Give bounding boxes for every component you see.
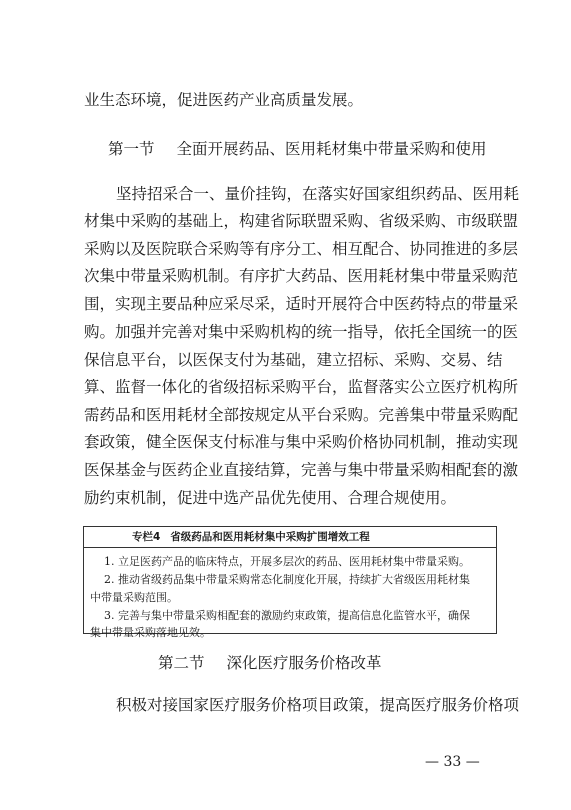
box-item-line: 中带量采购范围。	[90, 591, 178, 604]
page-number: — 33 —	[425, 754, 480, 770]
paragraph-line: 算、监督一体化的省级招标采购平台，监督落实公立医疗机构所	[84, 378, 519, 396]
box-item-line: 1. 立足医药产品的临床特点，开展多层次的药品、医用耗材集中带量采购。	[104, 555, 470, 568]
paragraph-line: 励约束机制，促进中选产品优先使用、合理合规使用。	[84, 489, 457, 507]
paragraph-line: 材集中采购的基础上，构建省际联盟采购、省级采购、市级联盟	[84, 212, 519, 230]
paragraph-line: 次集中带量采购机制。有序扩大药品、医用耗材集中带量采购范	[84, 267, 519, 285]
paragraph-line: 采购以及医院联合采购等有序分工、相互配合、协同推进的多层	[84, 240, 519, 258]
section-2-number: 第二节	[158, 654, 205, 672]
section-1-heading	[108, 137, 487, 159]
paragraph-line: 医保基金与医药企业直接结算，完善与集中带量采购相配套的激	[84, 461, 519, 479]
box-item-line: 3. 完善与集中带量采购相配套的激励约束政策，提高信息化监管水平，确保	[104, 609, 470, 622]
box-title: 省级药品和医用耗材集中采购扩围增效工程	[170, 531, 370, 543]
section-1-title: 全面开展药品、医用耗材集中带量采购和使用	[176, 140, 487, 158]
paragraph-line: 套政策，健全医保支付标准与集中采购价格协同机制，推动实现	[84, 433, 519, 451]
paragraph-line: 保信息平台，以医保支付为基础，建立招标、采购、交易、结	[84, 351, 503, 369]
section-1-number: 第一节	[108, 140, 155, 158]
paragraph-line: 围，实现主要品种应采尽采，适时开展符合中医药特点的带量采	[84, 295, 519, 313]
paragraph-line: 需药品和医用耗材全部按规定从平台采购。完善集中带量采购配	[84, 406, 519, 424]
box-item-line: 2. 推动省级药品集中带量采购常态化制度化开展，持续扩大省级医用耗材集	[104, 573, 470, 586]
box-title-bar	[84, 527, 496, 548]
paragraph-line: 购。加强并完善对集中采购机构的统一指导，依托全国统一的医	[84, 323, 519, 341]
section-2-title: 深化医疗服务价格改革	[226, 654, 382, 672]
section-2-first-line: 积极对接国家医疗服务价格项目政策，提高医疗服务价格项	[116, 696, 520, 714]
special-column-box	[83, 526, 497, 639]
paragraph-line: 坚持招采合一、量价挂钩，在落实好国家组织药品、医用耗	[116, 185, 520, 203]
intro-tail-line: 业生态环境，促进医药产业高质量发展。	[84, 91, 364, 109]
box-label: 专栏4	[132, 531, 161, 543]
section-2-heading	[158, 651, 382, 673]
box-item-line: 集中带量采购落地见效。	[90, 626, 211, 639]
